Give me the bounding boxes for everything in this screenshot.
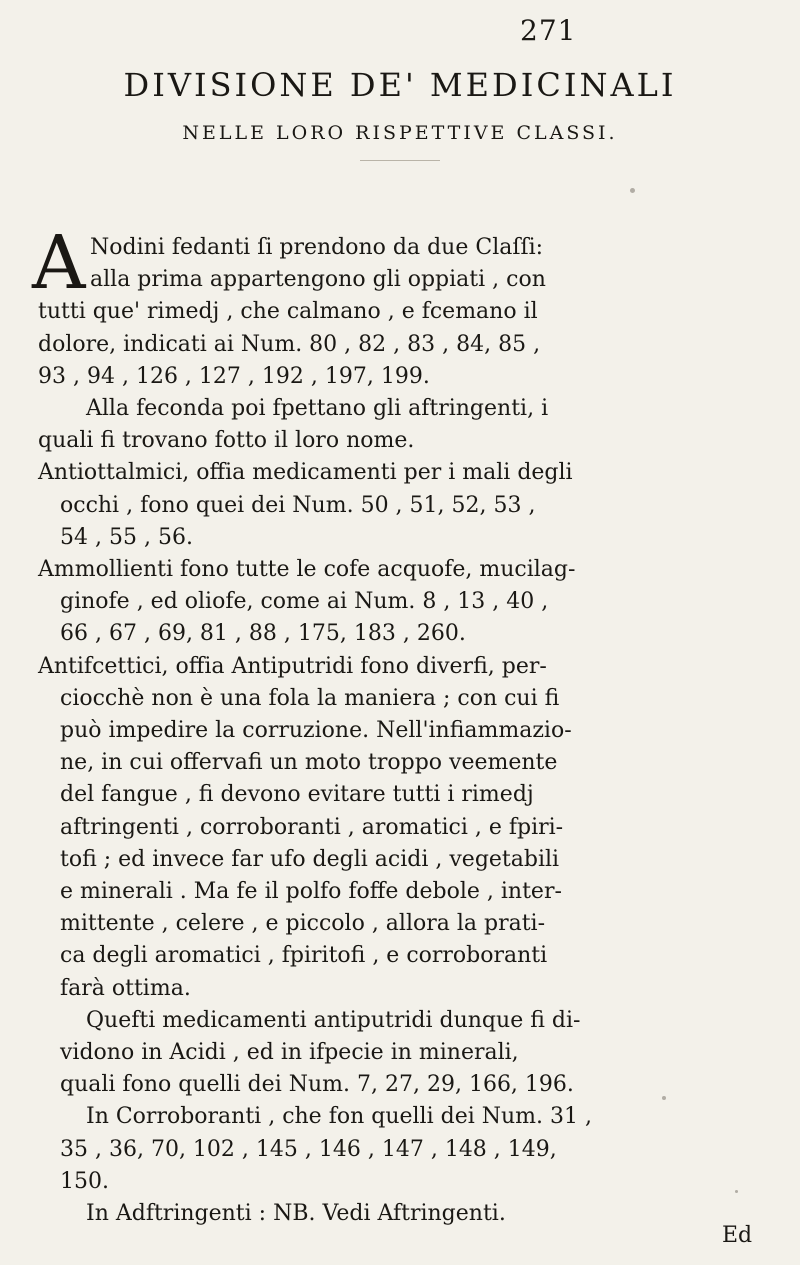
drop-cap: A <box>32 220 86 306</box>
text-line: alla prima appartengono gli oppiati , con <box>90 267 546 293</box>
text-line: 54 , 55 , 56. <box>60 524 193 550</box>
text-line: ca degli aromatici , fpiritofi , e corroboranti <box>60 943 548 969</box>
paper-speck <box>735 1190 738 1193</box>
catchword: Ed <box>722 1223 753 1248</box>
text-line: ginofe , ed oliofe, come ai Num. 8 , 13 , 40 , <box>60 589 549 615</box>
text-line: farà ottima. <box>60 975 191 1001</box>
text-line: vidono in Acidi , ed in ifpecie in minerali, <box>60 1040 519 1066</box>
text-line: 93 , 94 , 126 , 127 , 192 , 197, 199. <box>38 363 430 389</box>
text-line: del fangue , fi devono evitare tutti i rimedj <box>60 782 534 808</box>
text-line: Antifcettici, offia Antiputridi fono diverfi, per- <box>38 653 547 679</box>
text-line: Alla feconda poi fpettano gli aftringenti, i <box>86 396 549 422</box>
text-line: Ammollienti fono tutte le cofe acquofe, mucilag- <box>38 557 576 583</box>
text-line: ciocchè non è una fola la maniera ; con cui fi <box>60 685 560 711</box>
text-line: tutti que' rimedj , che calmano , e fcemano il <box>38 299 538 325</box>
text-line: tofi ; ed invece far ufo degli acidi , vegetabili <box>60 846 560 872</box>
chapter-title: DIVISIONE DE' MEDICINALI <box>123 66 677 104</box>
paper-speck <box>630 188 635 193</box>
text-line: Quefti medicamenti antiputridi dunque fi di- <box>86 1007 581 1033</box>
text-line: aftringenti , corroboranti , aromatici , e fpiri- <box>60 814 564 840</box>
text-line: 150. <box>60 1168 109 1194</box>
text-line: occhi , fono quei dei Num. 50 , 51, 52, 53 , <box>60 492 536 518</box>
text-line: In Adftringenti : NB. Vedi Aftringenti. <box>86 1201 506 1227</box>
text-line: dolore, indicati ai Num. 80 , 82 , 83 , 84, 85 , <box>38 331 541 357</box>
page-number: 271 <box>520 14 577 47</box>
text-line: ne, in cui offervafi un moto troppo veemente <box>60 750 558 776</box>
text-line: In Corroboranti , che fon quelli dei Num. 31 , <box>86 1104 592 1130</box>
paper-speck <box>662 1096 666 1100</box>
text-line: quali fi trovano fotto il loro nome. <box>38 428 415 454</box>
text-line: Antiottalmici, offia medicamenti per i mali degli <box>38 460 573 486</box>
text-line: Nodini fedanti ſi prendono da due Claſſi: <box>90 235 544 260</box>
text-line: può impedire la corruzione. Nell'infiammazio- <box>60 718 572 744</box>
text-line: mittente , celere , e piccolo , allora la prati- <box>60 911 546 937</box>
chapter-subtitle: NELLE LORO RISPETTIVE CLASSI. <box>182 122 618 144</box>
body-text <box>32 220 778 1230</box>
title-divider <box>360 160 440 161</box>
text-line: e minerali . Ma fe il polfo foffe debole , inter- <box>60 879 562 905</box>
text-line: 35 , 36, 70, 102 , 145 , 146 , 147 , 148 , 149, <box>60 1136 557 1162</box>
text-line: quali fono quelli dei Num. 7, 27, 29, 166, 196. <box>60 1072 574 1098</box>
text-line: 66 , 67 , 69, 81 , 88 , 175, 183 , 260. <box>60 621 466 647</box>
